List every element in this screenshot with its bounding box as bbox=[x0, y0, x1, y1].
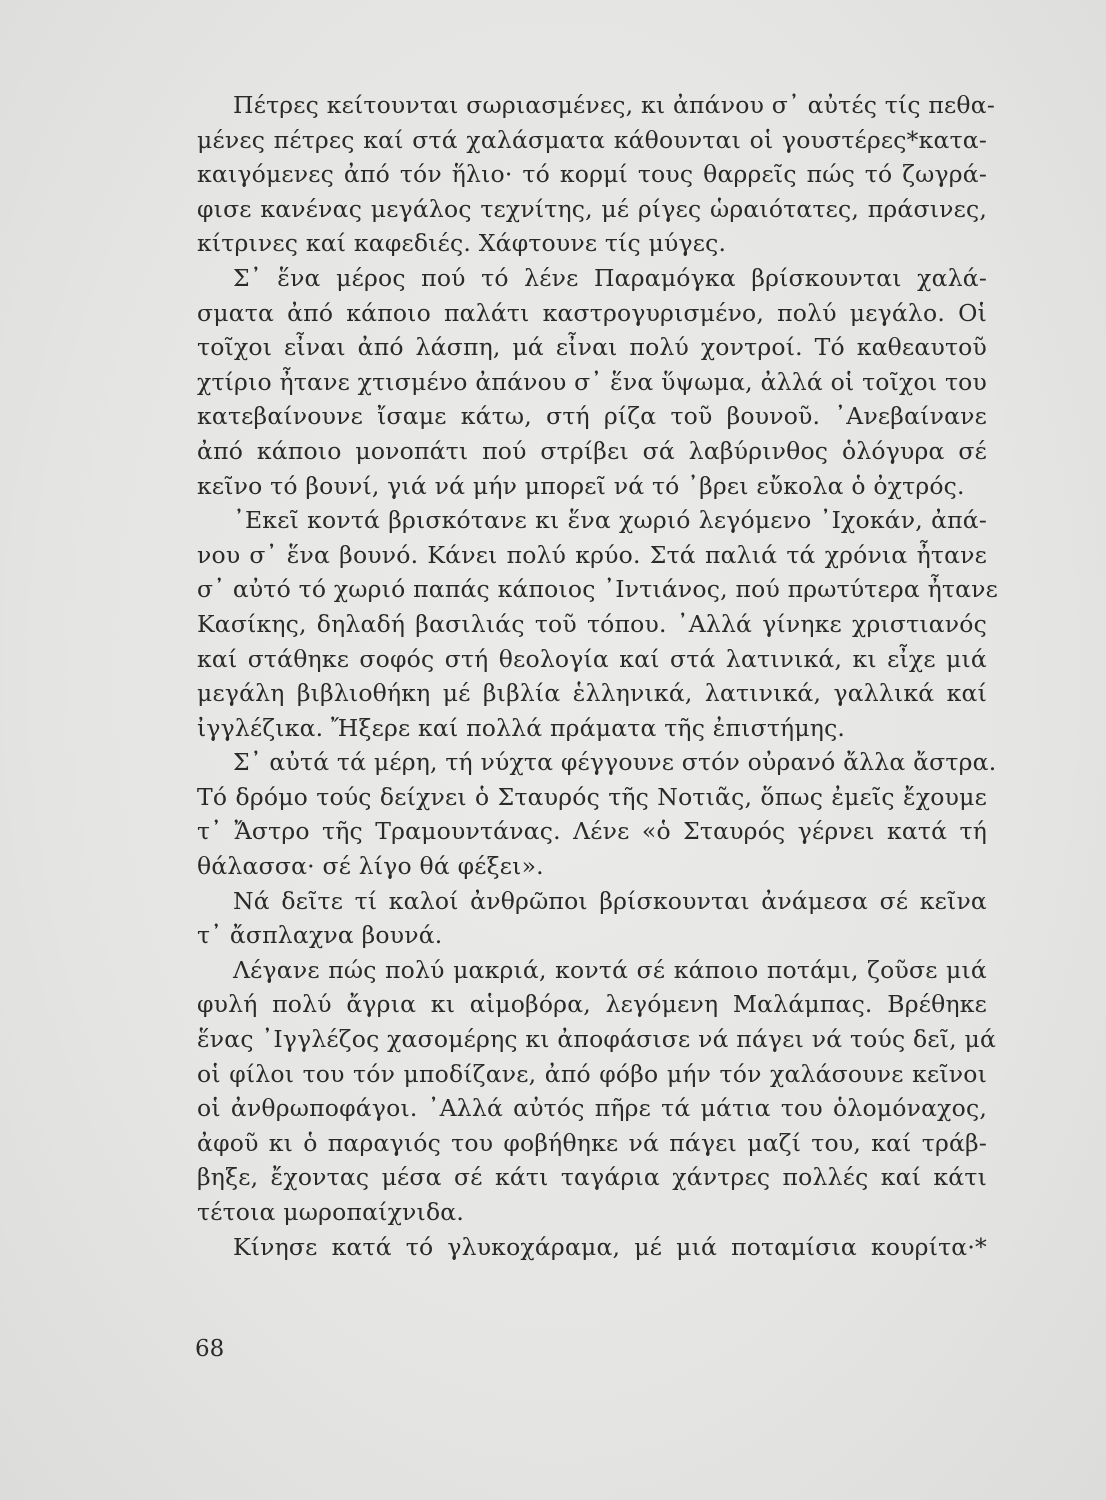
text-line: κίτρινες καί καφεδιές. Χάφτουνε τίς μύγες. bbox=[197, 229, 727, 258]
text-line: χτίριο ἦτανε χτισμένο ἀπάνου σ᾽ ἕνα ὕψωμα, ἀλλά οἱ τοῖχοι του bbox=[197, 367, 987, 396]
paragraph bbox=[197, 261, 987, 503]
text-line: Σ᾽ ἕνα μέρος πού τό λένε Παραμόγκα βρίσκουνται χαλά- bbox=[233, 263, 987, 292]
text-line: μένες πέτρες καί στά χαλάσματα κάθουνται οἱ γουστέρες*κατα- bbox=[197, 125, 987, 154]
text-line: νου σ᾽ ἕνα βουνό. Κάνει πολύ κρύο. Στά παλιά τά χρόνια ἦτανε bbox=[197, 540, 987, 569]
text-line: Κίνησε κατά τό γλυκοχάραμα, μέ μιά ποταμίσια κουρίτα·* bbox=[233, 1232, 987, 1261]
text-line: κεῖνο τό βουνί, γιά νά μήν μπορεῖ νά τό ᾽βρει εὔκολα ὁ ὀχτρός. bbox=[197, 471, 965, 500]
paragraph bbox=[197, 1230, 987, 1265]
paragraph bbox=[197, 503, 999, 745]
text-line: ᾽Εκεῖ κοντά βρισκότανε κι ἕνα χωριό λεγόμενο ᾽Ιχοκάν, ἀπά- bbox=[233, 506, 987, 535]
text-line: Νά δεῖτε τί καλοί ἀνθρῶποι βρίσκουνται ἀνάμεσα σέ κεῖνα bbox=[233, 886, 987, 915]
text-line: Σ᾽ αὐτά τά μέρη, τή νύχτα φέγγουνε στόν οὐρανό ἄλλα ἄστρα. bbox=[233, 748, 997, 777]
text-line: ἀφοῦ κι ὁ παραγιός του φοβήθηκε νά πάγει μαζί του, καί τράβ- bbox=[197, 1128, 987, 1157]
text-line: σματα ἀπό κάποιο παλάτι καστρογυρισμένο, πολύ μεγάλο. Οἱ bbox=[197, 298, 987, 327]
paragraph bbox=[197, 745, 997, 883]
body-text bbox=[197, 88, 999, 1264]
text-line: σ᾽ αὐτό τό χωριό παπάς κάποιος ᾽Ιντιάνος, πού πρωτύτερα ἦτανε bbox=[197, 575, 999, 604]
paragraph bbox=[197, 88, 995, 261]
text-line: βηξε, ἔχοντας μέσα σέ κάτι ταγάρια χάντρες πολλές καί κάτι bbox=[197, 1163, 987, 1192]
text-line: οἱ ἀνθρωποφάγοι. ᾽Αλλά αὐτός πῆρε τά μάτια του ὁλομόναχος, bbox=[197, 1094, 987, 1123]
text-line: ἰγγλέζικα. Ἤξερε καί πολλά πράματα τῆς ἐπιστήμης. bbox=[197, 713, 846, 742]
paragraph bbox=[197, 953, 997, 1230]
text-line: οἱ φίλοι του τόν μποδίζανε, ἀπό φόβο μήν τόν χαλάσουνε κεῖνοι bbox=[197, 1059, 987, 1088]
text-line: τέτοια μωροπαίχνιδα. bbox=[197, 1198, 465, 1226]
text-line: Λέγανε πώς πολύ μακριά, κοντά σέ κάποιο ποτάμι, ζοῦσε μιά bbox=[233, 955, 987, 984]
text-line: μεγάλη βιβλιοθήκη μέ βιβλία ἑλληνικά, λατινικά, γαλλικά καί bbox=[197, 679, 987, 708]
text-line: Τό δρόμο τούς δείχνει ὁ Σταυρός τῆς Νοτιᾶς, ὅπως ἐμεῖς ἔχουμε bbox=[197, 782, 987, 811]
text-line: Κασίκης, δηλαδή βασιλιάς τοῦ τόπου. ᾽Αλλά γίνηκε χριστιανός bbox=[197, 609, 987, 638]
text-line: τ᾽ ἄσπλαχνα βουνά. bbox=[197, 921, 443, 950]
text-line: καιγόμενες ἀπό τόν ἥλιο· τό κορμί τους θαρρεῖς πώς τό ζωγρά- bbox=[197, 160, 987, 189]
text-line: τοῖχοι εἶναι ἀπό λάσπη, μά εἶναι πολύ χοντροί. Τό καθεαυτοῦ bbox=[197, 333, 987, 362]
text-line: ἀπό κάποιο μονοπάτι πού στρίβει σά λαβύρινθος ὁλόγυρα σέ bbox=[197, 436, 987, 465]
text-line: κατεβαίνουνε ἴσαμε κάτω, στή ρίζα τοῦ βουνοῦ. ᾽Ανεβαίνανε bbox=[197, 402, 987, 431]
text-line: Πέτρες κείτουνται σωριασμένες, κι ἀπάνου σ᾽ αὐτές τίς πεθα- bbox=[233, 91, 995, 119]
text-line: καί στάθηκε σοφός στή θεολογία καί στά λατινικά, κι εἶχε μιά bbox=[197, 644, 987, 673]
paragraph bbox=[197, 884, 987, 953]
page-number: 68 bbox=[195, 1336, 225, 1362]
text-line: φισε κανένας μεγάλος τεχνίτης, μέ ρίγες ὡραιότατες, πράσινες, bbox=[197, 194, 987, 223]
text-line: φυλή πολύ ἄγρια κι αἱμοβόρα, λεγόμενη Μαλάμπας. Βρέθηκε bbox=[197, 990, 987, 1019]
text-line: τ᾽ Ἄστρο τῆς Τραμουντάνας. Λένε «ὁ Σταυρός γέρνει κατά τή bbox=[197, 817, 987, 846]
text-line: ἕνας ᾽Ιγγλέζος χασομέρης κι ἀποφάσισε νά πάγει νά τούς δεῖ, μά bbox=[197, 1025, 997, 1054]
text-line: θάλασσα· σέ λίγο θά φέξει». bbox=[197, 852, 544, 881]
